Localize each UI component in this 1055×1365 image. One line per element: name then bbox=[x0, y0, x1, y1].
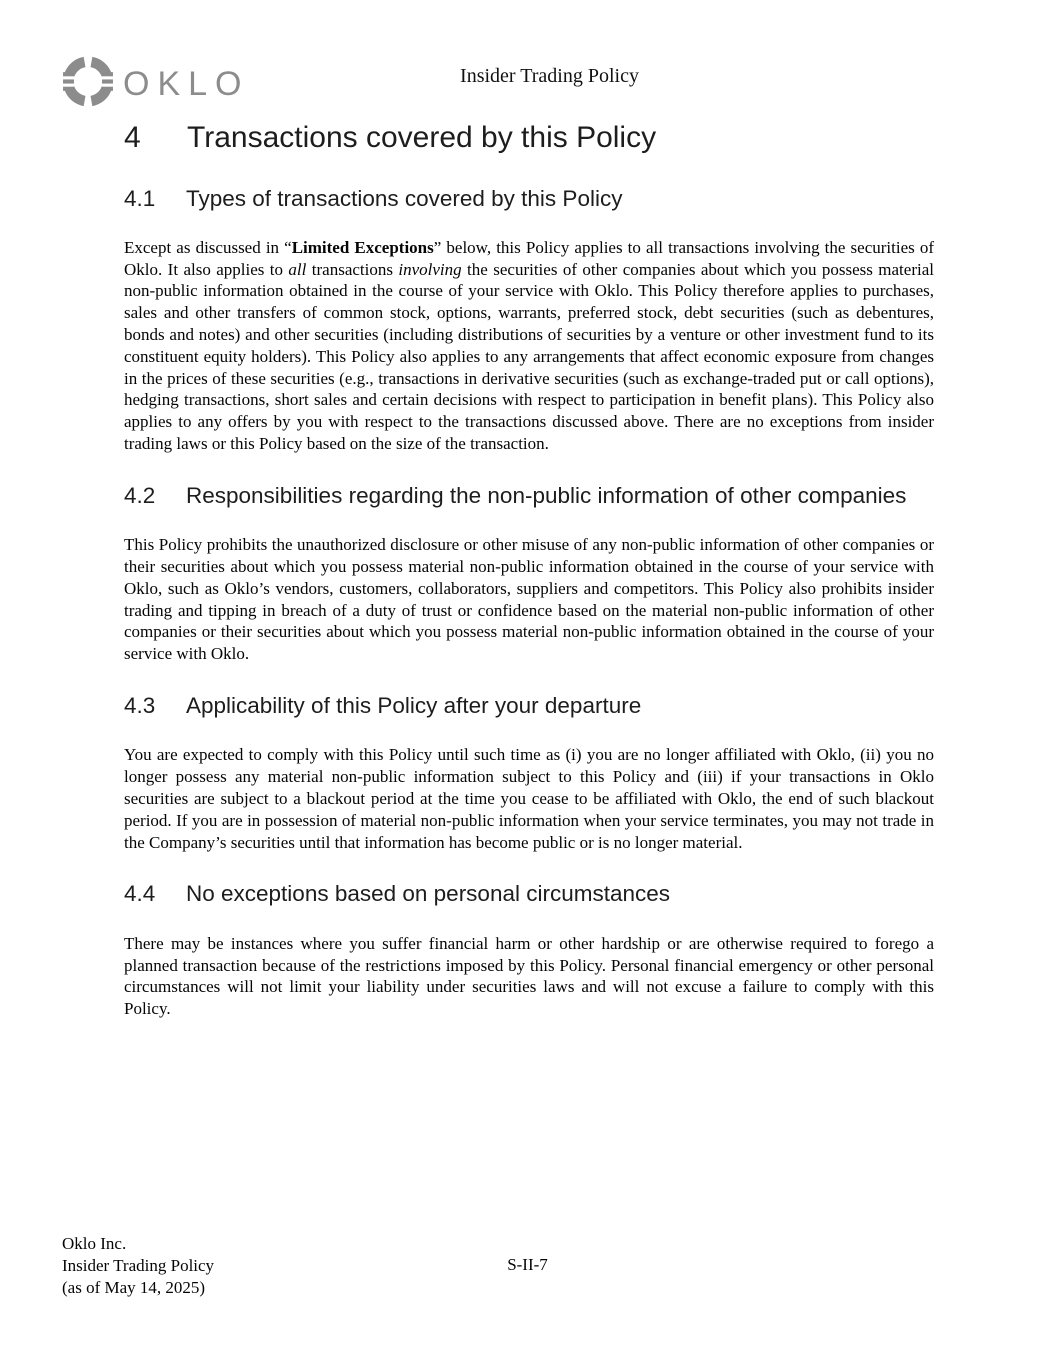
section-number: 4.1 bbox=[124, 185, 156, 211]
oklo-logo-icon bbox=[62, 55, 114, 108]
section-title: Responsibilities regarding the non-public information of other companies bbox=[186, 482, 907, 508]
footer-as-of-date: (as of May 14, 2025) bbox=[62, 1278, 206, 1297]
chapter-number: 4 bbox=[124, 121, 141, 154]
section-4-2 bbox=[124, 481, 934, 665]
section-paragraph: You are expected to comply with this Policy until such time as (i) you are no longer affiliated with Oklo, (ii) you no longer possess any material non-public information subject to this Policy and (iii) if your transactions in Oklo securities are subject to a blackout period at the time you cease to be affiliated with Oklo, the end of such blackout period. If you are in possession of material non-public information when your service terminates, you may not trade in the Company’s securities until that information has become public or is no longer material. bbox=[124, 745, 934, 852]
section-heading bbox=[124, 691, 934, 721]
section-paragraph: There may be instances where you suffer financial harm or other hardship or are otherwise required to forego a planned transaction because of the restrictions imposed by this Policy. Personal financial emergency or other personal circumstances will not limit your liability under securities laws and will not excuse a failure to comply with this Policy. bbox=[124, 933, 934, 1019]
section-heading bbox=[124, 879, 934, 909]
footer-company: Oklo Inc. bbox=[62, 1234, 127, 1253]
section-heading bbox=[124, 481, 934, 511]
section-number: 4.2 bbox=[124, 482, 156, 508]
section-4-4 bbox=[124, 879, 934, 1020]
document-body bbox=[124, 119, 934, 1020]
section-title: No exceptions based on personal circumstances bbox=[186, 881, 671, 907]
section-title: Applicability of this Policy after your departure bbox=[186, 693, 642, 718]
running-header-title: Insider Trading Policy bbox=[460, 65, 639, 87]
chapter-title: Transactions covered by this Policy bbox=[187, 121, 657, 154]
page-number: S-II-7 bbox=[507, 1255, 548, 1274]
section-paragraph: Except as discussed in “Limited Exceptions” below, this Policy applies to all transactions involving the securities of Oklo. It also applies to all transactions involving the securities of other companies about which you possess material non-public information obtained in the course of your service with Oklo. This Policy therefore applies to purchases, sales and other transfers of common stock, options, warrants, preferred stock, debt securities (such as debentures, bonds and notes) and other securities (including distributions of securities by a venture or other investment fund to its constituent equity holders). This Policy also applies to any arrangements that affect economic exposure from changes in the prices of these securities (e.g., transactions in derivative securities (such as exchange-traded put or call options), hedging transactions, short sales and certain decisions with respect to participation in benefit plans). This Policy also applies to any offers by you with respect to the transactions discussed above. There are no exceptions from insider trading laws or this Policy based on the size of the transaction. bbox=[124, 237, 935, 454]
section-title: Types of transactions covered by this Policy bbox=[186, 185, 623, 211]
brand-logo bbox=[62, 55, 249, 108]
section-number: 4.4 bbox=[124, 881, 156, 907]
footer-document-title: Insider Trading Policy bbox=[62, 1256, 215, 1275]
brand-wordmark: OKLO bbox=[123, 64, 250, 103]
section-paragraph: This Policy prohibits the unauthorized disclosure or other misuse of any non-public information of other companies or their securities about which you possess material non-public information obtained in the course of your service with Oklo, such as Oklo’s vendors, customers, collaborators, suppliers and competitors. This Policy also prohibits insider trading and tipping in breach of a duty of trust or confidence based on the material non-public information of other companies or their securities about which you possess material non-public information obtained in the course of your service with Oklo. bbox=[124, 535, 934, 664]
section-4-1 bbox=[124, 184, 934, 455]
section-heading bbox=[124, 184, 934, 214]
chapter-heading bbox=[124, 119, 934, 157]
section-4-3 bbox=[124, 691, 934, 853]
section-number: 4.3 bbox=[124, 693, 156, 718]
